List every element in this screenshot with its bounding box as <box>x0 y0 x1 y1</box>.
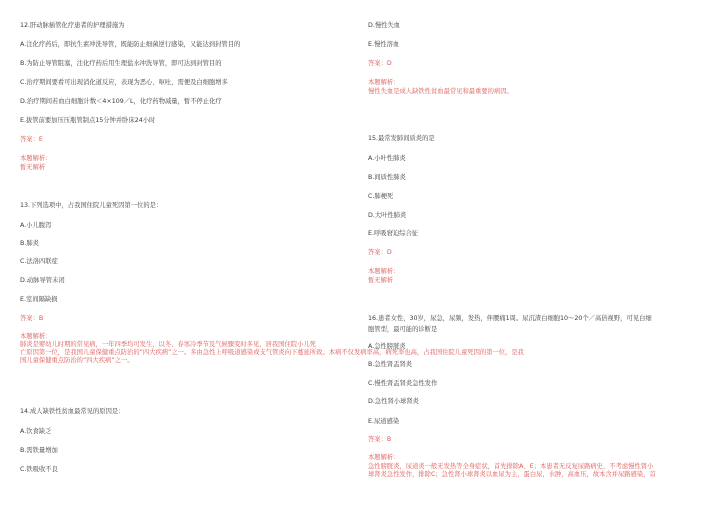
answer-label: 答案：B <box>368 436 392 443</box>
option-d: D.急性肾小球肾炎 <box>368 398 419 405</box>
analysis-text: 急性膀胱炎，尿道炎一般无发热等全身症状，首先排除A、E；本患者无反复尿路病史，不考虑慢性肾小 球肾炎急性发作，排除C；急性肾小球肾炎以血尿为主，蛋白尿，水肿，高血压，故本含并尿路感染，首 <box>368 463 656 478</box>
option-d: D.治疗期间若血白细胞计数＜4×109／L，化疗药物减量，暂不停止化疗 <box>20 98 222 105</box>
option-e: E.尿道感染 <box>368 418 400 425</box>
question-14: 14.成人缺铁性贫血最常见的原因是： <box>20 408 125 415</box>
option-d: D.慢性失血 <box>368 22 401 29</box>
analysis-label: 本题解析： <box>20 333 52 340</box>
option-b: B.为防止导管阻塞，注化疗药后用生理盐水冲洗导管，即可达到封管目的 <box>20 60 222 67</box>
answer-label: 答案：B <box>20 315 44 322</box>
option-e: E.室间隔缺损 <box>20 296 58 303</box>
option-a: A.小叶性肺炎 <box>368 155 406 162</box>
analysis-label: 本题解析： <box>368 79 400 86</box>
analysis-text: 慢性失血是成人缺铁性贫血最常见和最重要的病因。 <box>368 88 513 95</box>
option-a: A.注化疗药后，即抗生素冲洗导管，既能防止细菌逆行感染，又能达到封管目的 <box>20 41 241 48</box>
option-b: B.急性肾盂肾炎 <box>368 361 413 368</box>
analysis-label: 本题解析： <box>20 155 52 162</box>
option-c: C.肺梗死 <box>368 193 394 200</box>
option-d: D.大叶性肺炎 <box>368 212 407 219</box>
answer-label: 答案：D <box>368 60 392 67</box>
option-e: E.慢性溶血 <box>368 41 400 48</box>
analysis-text: 暂无解析 <box>368 277 394 284</box>
option-c: C.治疗期间要看可出现消化道反应，表现为恶心、呕吐，需便及白细胞增多 <box>20 79 228 86</box>
option-b: B.需铁量增加 <box>20 447 58 454</box>
option-a: A.饮食缺乏 <box>20 428 52 435</box>
answer-label: 答案：E <box>20 136 43 143</box>
option-e: E.呼吸窘迫综合征 <box>368 230 419 237</box>
option-b: B.肺炎 <box>20 240 39 247</box>
question-16: 16.患者女性，30岁，尿急，尿频，发热，伴腰痛1周。尿沉渣白细胞10～20个／高倍视野，可见白细 胞管型，最可能的诊断是 <box>368 315 652 333</box>
option-d: D.动脉导管未闭 <box>20 277 65 284</box>
right-column <box>368 0 708 508</box>
question-13: 13.下列选项中，占我国住院儿童死因第一位的是： <box>20 202 163 209</box>
analysis-label: 本题解析： <box>368 268 400 275</box>
option-c: C.慢性肾盂肾炎急性发作 <box>368 380 438 387</box>
question-12 <box>20 22 360 30</box>
analysis-label: 本题解析： <box>368 454 400 461</box>
option-b: B.间质性肺炎 <box>368 174 406 181</box>
question-text: 12.肝动脉插管化疗患者的护理措施为 <box>20 22 125 29</box>
answer-label: 答案：D <box>368 249 392 256</box>
option-c: C.法洛四联症 <box>20 258 58 265</box>
analysis-text: 肺炎是婴幼儿时期的常见病，一年四季均可发生，以冬、春寒冷季节及气候骤变时多见，居我国住院小儿死 亡原因第一位，是我国儿童保健重点防治的“四大疾病”之一。多由急性上呼吸道感染或支气管炎向下蔓延所致。本病不仅发病率高，病死率也高，占我国住院儿童死因的第一位，是我 国儿童保健重点防治的“四大疾病”之一。 <box>20 341 524 364</box>
question-15: 15.最常发肺间质炎的是 <box>368 135 435 142</box>
analysis-text: 暂无解析 <box>20 164 46 171</box>
option-c: C.铁吸收不良 <box>20 466 58 473</box>
option-a: A.小儿腹泻 <box>20 222 52 229</box>
option-a: A.急性膀胱炎 <box>368 343 406 350</box>
option-e: E.拔管前要加压压瓶管制点15分钟并卧床24小时 <box>20 117 156 124</box>
